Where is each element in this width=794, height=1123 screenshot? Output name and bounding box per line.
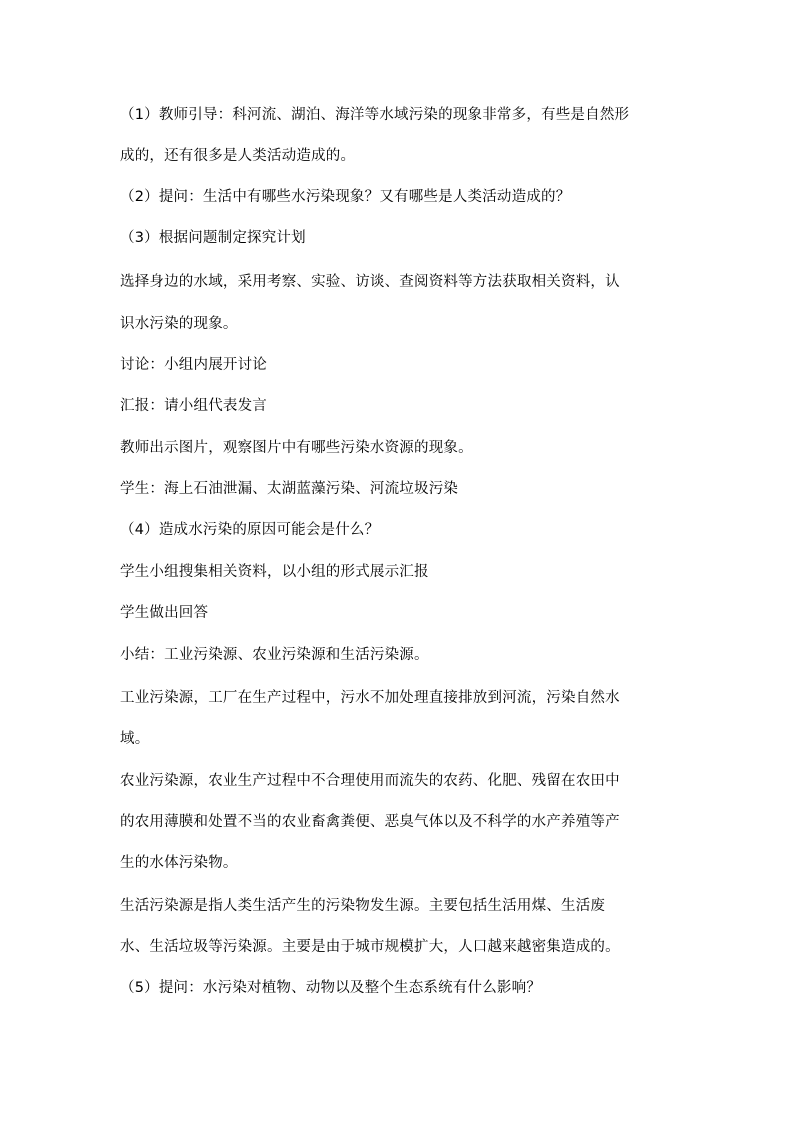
text-line: 讨论：小组内展开讨论 xyxy=(120,357,267,373)
text-line: 学生小组搜集相关资料，以小组的形式展示汇报 xyxy=(120,564,429,580)
text-line: 小结：工业污染源、农业污染源和生活污染源。 xyxy=(120,647,429,663)
text-line: 水、生活垃圾等污染源。主要是由于城市规模扩大，人口越来越密集造成的。 xyxy=(120,939,620,955)
text-line: 识水污染的现象。 xyxy=(120,316,238,332)
text-line: （1）教师引导：科河流、湖泊、海洋等水域污染的现象非常多，有些是自然形 xyxy=(120,107,630,123)
text-line: 学生做出回答 xyxy=(120,605,209,621)
text-line: 生的水体污染物。 xyxy=(120,855,238,871)
text-line: （2）提问：生活中有哪些水污染现象？又有哪些是人类活动造成的？ xyxy=(120,189,571,205)
text-line: 教师出示图片，观察图片中有哪些污染水资源的现象。 xyxy=(120,440,473,456)
text-line: 农业污染源，农业生产过程中不合理使用而流失的农药、化肥、残留在农田中 xyxy=(120,773,620,789)
text-line: 成的，还有很多是人类活动造成的。 xyxy=(120,148,356,164)
text-line: 工业污染源，工厂在生产过程中，污水不加处理直接排放到河流，污染自然水 xyxy=(120,690,620,706)
text-line: 的农用薄膜和处置不当的农业畜禽粪便、恶臭气体以及不科学的水产养殖等产 xyxy=(120,814,620,830)
text-line: 生活污染源是指人类生活产生的污染物发生源。主要包括生活用煤、生活废 xyxy=(120,898,606,914)
text-line: 汇报：请小组代表发言 xyxy=(120,398,267,414)
text-line: （3）根据问题制定探究计划 xyxy=(120,230,306,246)
text-line: （5）提问：水污染对植物、动物以及整个生态系统有什么影响？ xyxy=(120,980,542,996)
text-line: 域。 xyxy=(120,731,150,747)
text-line: 学生：海上石油泄漏、太湖蓝藻污染、河流垃圾污染 xyxy=(120,481,459,497)
text-line: 选择身边的水域，采用考察、实验、访谈、查阅资料等方法获取相关资料，认 xyxy=(120,274,620,290)
text-line: （4）造成水污染的原因可能会是什么？ xyxy=(120,522,380,538)
